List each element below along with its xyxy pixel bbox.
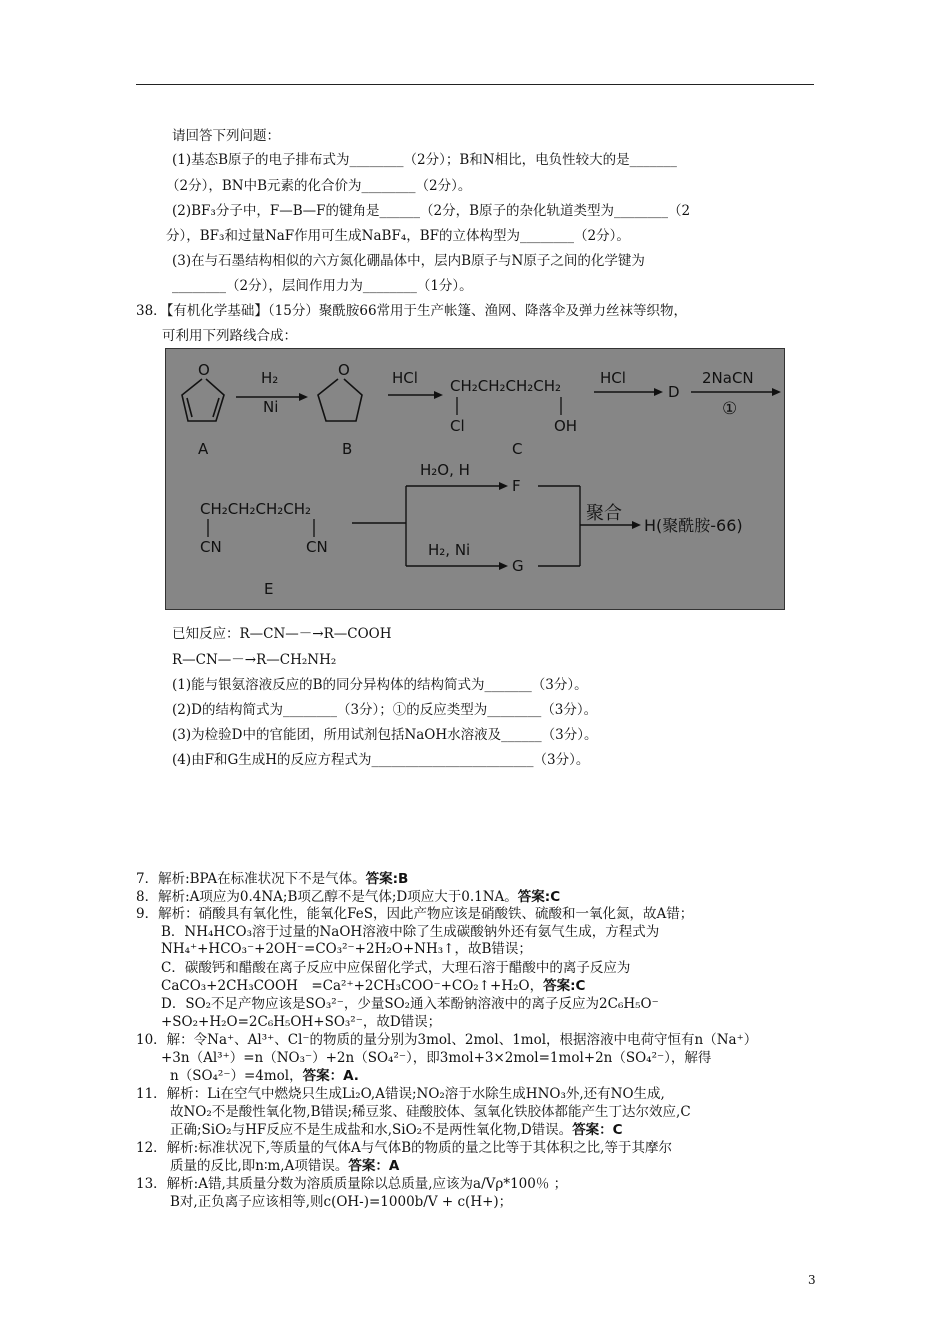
q38-sub4: (4)由F和G生成H的反应方程式为________________________（3分）。 bbox=[172, 752, 590, 768]
answer-13-line2: B对,正负离子应该相等,则c(OH-)=1000b/V + c(H+)； bbox=[170, 1194, 513, 1210]
reagent-polymerize: 聚合 bbox=[586, 503, 622, 524]
q38-heading-cont: 可利用下列路线合成： bbox=[162, 328, 297, 344]
answer-11-line3 bbox=[170, 1124, 623, 1138]
label-c: C bbox=[512, 440, 523, 458]
answer-7-text: 7．解析:BPA在标准状况下不是气体。 bbox=[136, 871, 366, 887]
scheme-drawing bbox=[166, 349, 786, 611]
q38-heading: 38．【有机化学基础】（15分）聚酰胺66常用于生产帐篷、渔网、降落伞及弹力丝袜等织物， bbox=[136, 303, 688, 319]
reagent-h2: H₂ bbox=[261, 369, 279, 387]
answer-10-line2: +3n（Al³⁺）=n（NO₃⁻）+2n（SO₄²⁻），即3mol+3×2mol=1mol+2n（SO₄²⁻），解得 bbox=[161, 1050, 712, 1066]
q37-part3-cont: ________（2分），层间作用力为________（1分）。 bbox=[172, 278, 473, 294]
answer-9-line1: 9．解析：硝酸具有氧化性，能氧化FeS，因此产物应该是硝酸铁、硫酸和一氧化氮，故A错； bbox=[136, 906, 694, 922]
q37-part2-cont: 分），BF₃和过量NaF作用可生成NaBF₄，BF的立体构型为________（2分）。 bbox=[166, 228, 630, 244]
answer-9-line3: NH₄⁺+HCO₃⁻+2OH⁻=CO₃²⁻+2H₂O+NH₃↑，故B错误； bbox=[161, 941, 532, 957]
label-e: E bbox=[264, 580, 274, 598]
q37-part1-cont: （2分），BN中B元素的化合价为________（2分）。 bbox=[166, 178, 472, 194]
thf-oxygen: O bbox=[338, 361, 350, 379]
answer-8-text: 8．解析:A项应为0.4NA;B项乙醇不是气体;D项应大于0.1NA。 bbox=[136, 889, 518, 905]
q37-intro: 请回答下列问题： bbox=[172, 128, 280, 144]
arrow-to-g-head bbox=[499, 562, 508, 570]
known-reaction-1: 已知反应：R—CN—－→R—COOH bbox=[172, 626, 392, 642]
arrow-3-head bbox=[654, 388, 663, 396]
c-hydroxyl: OH bbox=[554, 417, 578, 435]
label-d: D bbox=[668, 383, 680, 401]
answer-10-key: 答案：A. bbox=[302, 1068, 359, 1084]
c-chlorine: Cl bbox=[450, 417, 465, 435]
arrow-2-head bbox=[434, 391, 443, 399]
answer-12-text: 质量的反比,即n∶m,A项错误。 bbox=[170, 1158, 349, 1174]
answer-7 bbox=[136, 873, 408, 887]
reagent-hydrogenation: H₂, Ni bbox=[428, 541, 471, 559]
q38-sub1: (1)能与银氨溶液反应的B的同分异构体的结构简式为_______（3分）。 bbox=[172, 677, 588, 693]
answer-12-key: 答案：A bbox=[348, 1158, 400, 1174]
q37-part2: (2)BF₃分子中，F—B—F的键角是______（2分，B原子的杂化轨道类型为________（2 bbox=[172, 203, 691, 219]
reagent-hcl-1: HCl bbox=[392, 369, 418, 387]
answer-11-line2: 故NO₂不是酸性氧化物,B错误;稀豆浆、硅酸胶体、氢氧化铁胶体都能产生丁达尔效应,C bbox=[170, 1104, 691, 1120]
reagent-hydrolysis: H₂O, H bbox=[420, 461, 470, 479]
e-nitrile-1: CN bbox=[200, 538, 222, 556]
product-h: H(聚酰胺-66) bbox=[644, 516, 743, 535]
furan-ring bbox=[182, 379, 224, 421]
reagent-hcl-2: HCl bbox=[600, 369, 626, 387]
answer-9-equation: CaCO₃+2CH₃COOH =Ca²⁺+2CH₃COO⁻+CO₂↑+H₂O， bbox=[161, 978, 544, 994]
answer-10-line3 bbox=[170, 1070, 359, 1084]
answer-9-line7: +SO₂+H₂O=2C₆H₅OH+SO₃²⁻，故D错误； bbox=[161, 1014, 442, 1030]
answer-12-line2 bbox=[170, 1160, 399, 1174]
q38-sub2: (2)D的结构简式为________（3分）；①的反应类型为________（3分）。 bbox=[172, 702, 598, 718]
header-rule bbox=[136, 84, 814, 85]
answer-9-line2: B．NH₄HCO₃溶于过量的NaOH溶液中除了生成碳酸钠外还有氨气生成，方程式为 bbox=[161, 924, 660, 940]
answer-10-text: n（SO₄²⁻）=4mol， bbox=[170, 1068, 303, 1084]
answer-9-line6: D．SO₂不足产物应该是SO₃²⁻，少量SO₂通入苯酚钠溶液中的离子反应为2C₆H₅O⁻ bbox=[161, 996, 659, 1012]
answer-13-line1: 13．解析:A错,其质量分数为溶质质量除以总质量,应该为a/Vρ*100％ ； bbox=[136, 1176, 568, 1192]
answer-12-line1: 12．解析:标准状况下,等质量的气体A与气体B的物质的量之比等于其体积之比,等于其摩尔 bbox=[136, 1140, 672, 1156]
q38-sub3: (3)为检验D中的官能团，所用试剂包括NaOH水溶液及______（3分）。 bbox=[172, 727, 598, 743]
label-g: G bbox=[512, 557, 524, 575]
q37-part1: (1)基态B原子的电子排布式为________（2分）；B和N相比，电负性较大的是_______ bbox=[172, 152, 677, 168]
answer-11-text: 正确;SiO₂与HF反应不是生成盐和水,SiO₂不是两性氧化物,D错误。 bbox=[170, 1122, 573, 1138]
e-nitrile-2: CN bbox=[306, 538, 328, 556]
answer-7-key: 答案:B bbox=[365, 871, 409, 887]
furan-oxygen: O bbox=[198, 361, 210, 379]
known-reaction-2: R—CN—－→R—CH₂NH₂ bbox=[172, 652, 337, 668]
synthesis-scheme bbox=[165, 348, 785, 610]
q37-part3: (3)在与石墨结构相似的六方氮化硼晶体中，层内B原子与N原子之间的化学键为 bbox=[172, 253, 645, 269]
answer-10-line1: 10．解：令Na⁺、Al³⁺、Cl⁻的物质的量分别为3mol、2mol、1mol，根据溶液中电荷守恒有n（Na⁺） bbox=[136, 1032, 758, 1048]
answer-9-line4: C．碳酸钙和醋酸在离子反应中应保留化学式，大理石溶于醋酸中的离子反应为 bbox=[161, 960, 631, 976]
arrow-to-h-head bbox=[632, 521, 641, 529]
label-a: A bbox=[198, 440, 209, 458]
answer-11-line1: 11．解析：Li在空气中燃烧只生成Li₂O,A错误;NO₂溶于水除生成HNO₃外,还有NO生成, bbox=[136, 1086, 665, 1102]
label-b: B bbox=[342, 440, 353, 458]
reagent-nacn: 2NaCN bbox=[702, 369, 754, 387]
answer-9-key: 答案:C bbox=[543, 978, 586, 994]
reaction-marker-1: ① bbox=[722, 399, 738, 419]
answer-9-line5 bbox=[161, 980, 585, 994]
answer-8-key: 答案:C bbox=[517, 889, 561, 905]
c-chain: CH₂CH₂CH₂CH₂ bbox=[450, 377, 562, 395]
reagent-ni: Ni bbox=[263, 398, 279, 416]
thf-ring bbox=[318, 379, 362, 421]
label-f: F bbox=[512, 477, 521, 495]
arrow-1-head bbox=[299, 393, 308, 401]
arrow-to-f-head bbox=[499, 482, 508, 490]
answer-11-key: 答案：C bbox=[572, 1122, 623, 1138]
page-number: 3 bbox=[808, 1273, 816, 1287]
arrow-4-head bbox=[772, 388, 781, 396]
answer-8 bbox=[136, 891, 560, 905]
e-chain: CH₂CH₂CH₂CH₂ bbox=[200, 500, 312, 518]
